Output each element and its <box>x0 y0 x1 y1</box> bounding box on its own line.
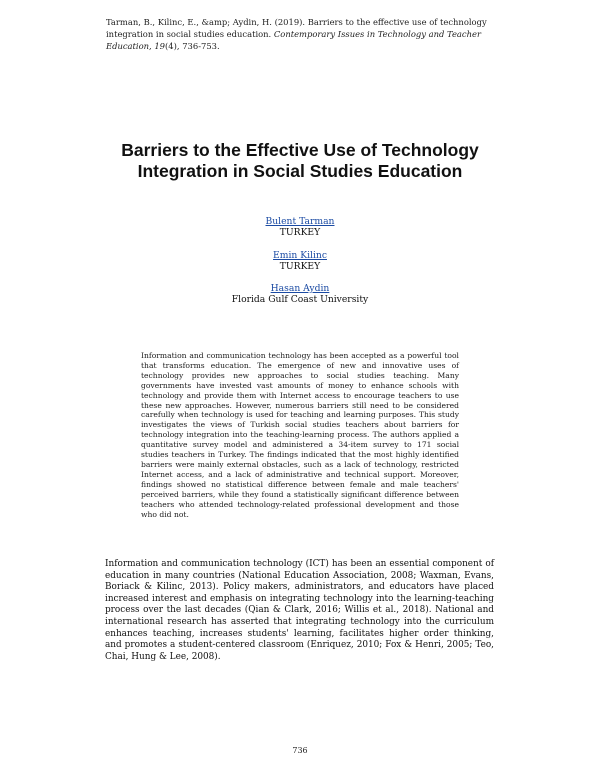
paper-title-line-1: Barriers to the Effective Use of Technology <box>121 140 479 160</box>
author-affiliation: Florida Gulf Coast University <box>231 294 369 305</box>
author-block-1 <box>150 216 450 238</box>
citation-line-1: Tarman, B., Kilinc, E., &amp; Aydin, H. (2019). Barriers to the effective use of technology <box>106 17 487 27</box>
citation-journal: Contemporary Issues in Technology and Teacher <box>273 29 481 39</box>
author-affiliation: TURKEY <box>279 227 321 238</box>
author-block-3 <box>150 283 450 305</box>
abstract: Information and communication technology has been accepted as a powerful tool that transforms education. The emergence of new and innovative uses of technology provides new approaches to social studies teaching. Many governments have invested vast amounts of money to enhance schools with technology and provide them with Internet access to encourage teachers to use these new approaches. However, numerous barriers still need to be considered carefully when technology is used for teaching and learning purposes. This study investigates the views of Turkish social studies teachers about barriers for technology integration into the teaching-learning process. The authors applied a quantitative survey model and administered a 34-item survey to 171 social studies teachers in Turkey. The findings indicated that the most highly identified barriers were mainly external obstacles, such as a lack of technology, restricted Internet access, and a lack of administrative and technical support. Moreover, findings showed no statistical difference between female and male teachers' perceived barriers, while they found a statistically significant difference between teachers who attended technology-related professional development and those who did not. <box>141 351 459 519</box>
page-number: 736 <box>292 746 308 755</box>
citation-line-2: integration in social studies education. <box>106 29 274 39</box>
paper-title <box>60 140 540 182</box>
author-block-2 <box>150 250 450 272</box>
author-affiliation: TURKEY <box>279 261 321 272</box>
author-name-link[interactable]: Bulent Tarman <box>265 216 335 227</box>
citation-issue-pages: (4), 736-753. <box>165 41 220 51</box>
author-name-link[interactable]: Emin Kilinc <box>273 250 327 261</box>
body-paragraph: Information and communication technology (ICT) has been an essential component of education in many countries (National Education Association, 2008; Waxman, Evans, Boriack & Kilinc, 2013). Policy makers, administrators, and educators have placed increased interest and emphasis on integrating technology into the learning-teaching process over the last decades (Qian & Clark, 2016; Willis et al., 2018). National and international research has asserted that integrating technology into the curriculum enhances teaching, increases students' learning, facilitates higher order thinking, and promotes a student-centered classroom (Enriquez, 2010; Fox & Henri, 2005; Teo, Chai, Hung & Lee, 2008). <box>105 559 494 662</box>
citation-journal-volume: Education, 19 <box>106 41 166 51</box>
author-name-link[interactable]: Hasan Aydin <box>270 283 330 294</box>
citation <box>106 16 506 52</box>
paper-title-line-2: Integration in Social Studies Education <box>137 161 463 181</box>
